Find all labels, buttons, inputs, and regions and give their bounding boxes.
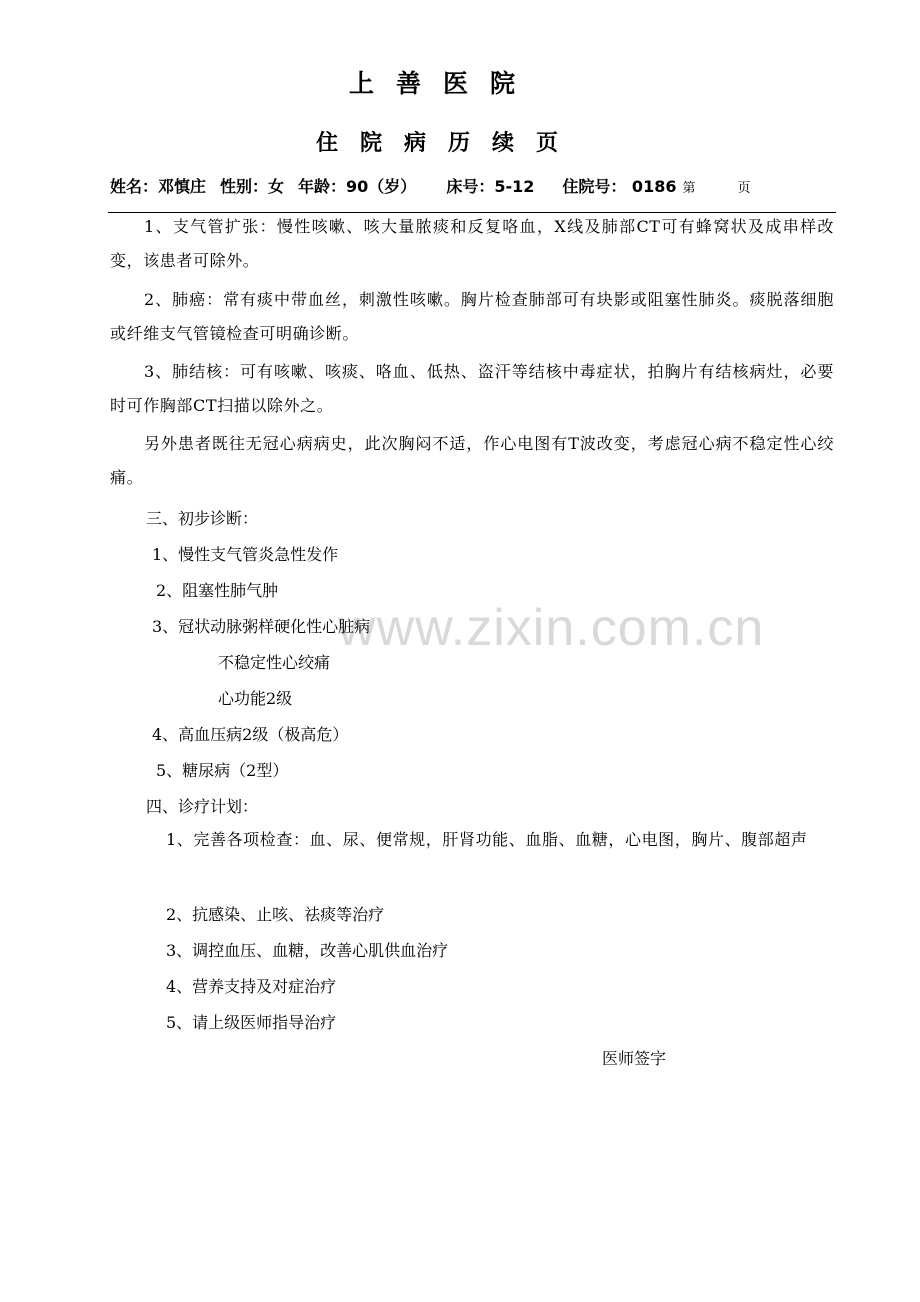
patient-sex: 性别：女 <box>220 177 285 196</box>
diagnosis-subitem: 心功能2级 <box>218 689 293 708</box>
form-title: 住院病历续页 <box>315 131 580 156</box>
page-prefix: 第 <box>682 181 696 196</box>
patient-admission-no: 住院号： 0186 <box>562 177 677 196</box>
differential-item: 1、支气管扩张：慢性咳嗽、咳大量脓痰和反复咯血，X线及肺部CT可有蜂窝状及成串样改变，该患者可除外。 <box>110 217 834 270</box>
patient-bed: 床号：5-12 <box>446 177 535 196</box>
patient-age: 年龄：90（岁） <box>298 177 417 196</box>
patient-header <box>110 174 751 197</box>
patient-name: 姓名：邓慎庄 <box>110 177 207 196</box>
plan-heading: 四、诊疗计划： <box>146 797 259 816</box>
hospital-name: 上善医院 <box>348 69 537 98</box>
diagnosis-heading: 三、初步诊断： <box>146 509 259 528</box>
watermark: www.zixin.com.cn <box>338 599 765 657</box>
diagnosis-item: 2、阻塞性肺气肿 <box>156 581 279 600</box>
differential-note: 另外患者既往无冠心病病史，此次胸闷不适，作心电图有T波改变，考虑冠心病不稳定性心绞痛。 <box>110 434 834 487</box>
diagnosis-subitem: 不稳定性心绞痛 <box>218 653 331 672</box>
plan-item: 2、抗感染、止咳、祛痰等治疗 <box>166 905 385 924</box>
differential-item: 3、肺结核：可有咳嗽、咳痰、咯血、低热、盗汗等结核中毒症状，拍胸片有结核病灶，必要时可作胸部CT扫描以除外之。 <box>110 362 834 415</box>
plan-item: 4、营养支持及对症治疗 <box>166 977 337 996</box>
page-suffix: 页 <box>737 181 751 196</box>
plan-item: 1、完善各项检查：血、尿、便常规，肝肾功能、血脂、血糖，心电图，胸片、腹部超声 <box>166 830 808 849</box>
diagnosis-item: 3、冠状动脉粥样硬化性心脏病 <box>152 617 371 636</box>
diagnosis-item: 5、糖尿病（2型） <box>156 761 289 780</box>
diagnosis-item: 4、高血压病2级（极高危） <box>152 725 349 744</box>
doctor-signature-label: 医师签字 <box>602 1049 667 1068</box>
differential-item: 2、肺癌：常有痰中带血丝，刺激性咳嗽。胸片检查肺部可有块影或阻塞性肺炎。痰脱落细胞或纤维支气管镜检查可明确诊断。 <box>110 290 834 343</box>
plan-item: 3、调控血压、血糖，改善心肌供血治疗 <box>166 941 449 960</box>
diagnosis-item: 1、慢性支气管炎急性发作 <box>152 545 339 564</box>
plan-item: 5、请上级医师指导治疗 <box>166 1013 337 1032</box>
